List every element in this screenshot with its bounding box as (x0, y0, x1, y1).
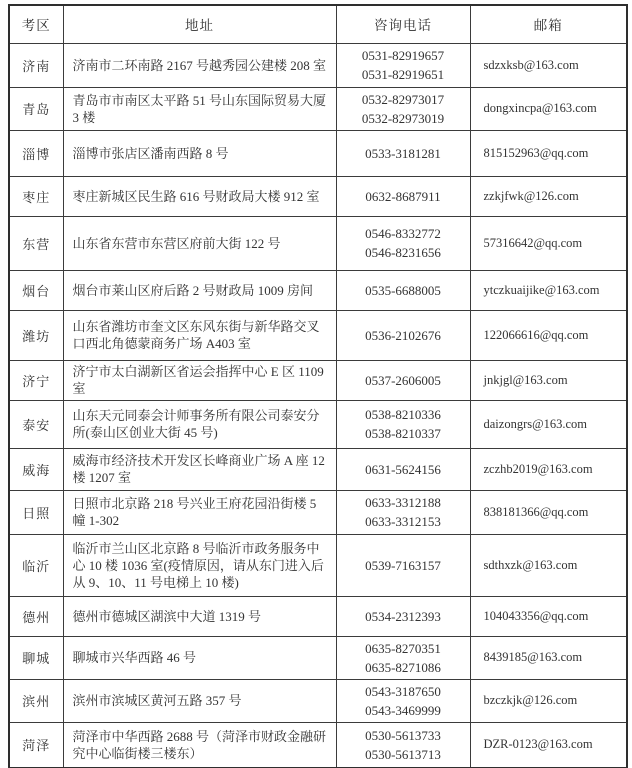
table-row (9, 596, 627, 636)
address-cell: 德州市德城区湖滨中大道 1319 号 (63, 596, 336, 636)
phone-number: 0535-6688005 (365, 282, 441, 298)
email-address: zczhb2019@163.com (470, 448, 627, 490)
table-row (9, 400, 627, 448)
phone-number: 0633-3312153 (365, 514, 441, 529)
region-cell: 枣庄 (9, 176, 63, 216)
table-row (9, 130, 627, 176)
region-cell: 淄博 (9, 130, 63, 176)
region-cell: 菏泽 (9, 722, 63, 768)
email-address: 104043356@qq.com (470, 596, 627, 636)
email-address: ytczkuaijike@163.com (470, 270, 627, 310)
phone-cell (336, 722, 470, 768)
email-address: jnkjgl@163.com (470, 360, 627, 400)
phone-number: 0531-82919657 (361, 48, 445, 63)
table-row (9, 448, 627, 490)
table-row (9, 176, 627, 216)
phone-number: 0538-8210337 (365, 426, 441, 441)
table-row (9, 216, 627, 270)
header-region: 考区 (9, 5, 63, 43)
phone-number: 0546-8332772 (365, 226, 441, 241)
phone-cell (336, 87, 470, 130)
table-row (9, 534, 627, 596)
phone-number: 0635-8270351 (365, 640, 441, 656)
email-address: dongxincpa@163.com (470, 87, 627, 130)
region-cell: 潍坊 (9, 310, 63, 360)
email-address: 838181366@qq.com (470, 490, 627, 534)
email-address: zzkjfwk@126.com (470, 176, 627, 216)
region-cell: 东营 (9, 216, 63, 270)
phone-cell (336, 360, 470, 400)
region-cell: 滨州 (9, 679, 63, 722)
phone-number: 0537-2606005 (365, 372, 441, 388)
phone-number: 0532-82973017 (361, 91, 445, 107)
phone-number: 0532-82973019 (361, 110, 445, 126)
address-cell: 枣庄新城区民生路 616 号财政局大楼 912 室 (63, 176, 336, 216)
table-row (9, 270, 627, 310)
address-cell: 济南市二环南路 2167 号越秀园公建楼 208 室 (63, 43, 336, 87)
phone-cell (336, 636, 470, 679)
address-cell: 烟台市莱山区府后路 2 号财政局 1009 房间 (63, 270, 336, 310)
phone-number: 0530-5613733 (365, 727, 441, 743)
table-row (9, 360, 627, 400)
email-address: sdzxksb@163.com (470, 43, 627, 87)
email-address: 8439185@163.com (470, 636, 627, 679)
address-cell: 山东省东营市东营区府前大街 122 号 (63, 216, 336, 270)
table-row (9, 722, 627, 768)
address-cell: 济宁市太白湖新区省运会指挥中心 E 区 1109 室 (63, 360, 336, 400)
email-address: sdthxzk@163.com (470, 534, 627, 596)
address-cell: 聊城市兴华西路 46 号 (63, 636, 336, 679)
phone-number: 0531-82919651 (361, 67, 445, 82)
table-row (9, 43, 627, 87)
phone-number: 0543-3469999 (365, 702, 441, 718)
phone-number: 0536-2102676 (365, 327, 441, 343)
phone-cell (336, 176, 470, 216)
phone-number: 0534-2312393 (365, 608, 441, 624)
header-address: 地址 (63, 5, 336, 43)
email-address: daizongrs@163.com (470, 400, 627, 448)
phone-number: 0546-8231656 (365, 245, 441, 260)
address-cell: 青岛市市南区太平路 51 号山东国际贸易大厦 3 楼 (63, 87, 336, 130)
email-address: 122066616@qq.com (470, 310, 627, 360)
region-cell: 烟台 (9, 270, 63, 310)
address-cell: 滨州市滨城区黄河五路 357 号 (63, 679, 336, 722)
header-phone: 咨询电话 (336, 5, 470, 43)
region-cell: 日照 (9, 490, 63, 534)
phone-cell (336, 43, 470, 87)
table-row (9, 490, 627, 534)
exam-region-contact-table (8, 4, 628, 768)
phone-number: 0543-3187650 (365, 683, 441, 699)
phone-number: 0530-5613713 (365, 746, 441, 762)
region-cell: 泰安 (9, 400, 63, 448)
phone-number: 0538-8210336 (365, 407, 441, 422)
phone-number: 0533-3181281 (365, 145, 441, 161)
email-address: bzczkjk@126.com (470, 679, 627, 722)
phone-cell (336, 216, 470, 270)
table-row (9, 87, 627, 130)
table-row (9, 310, 627, 360)
header-row (9, 5, 627, 43)
region-cell: 青岛 (9, 87, 63, 130)
phone-cell (336, 400, 470, 448)
phone-cell (336, 448, 470, 490)
region-cell: 聊城 (9, 636, 63, 679)
phone-cell (336, 534, 470, 596)
email-address: 57316642@qq.com (470, 216, 627, 270)
phone-number: 0632-8687911 (365, 188, 441, 204)
address-cell: 淄博市张店区潘南西路 8 号 (63, 130, 336, 176)
region-cell: 济南 (9, 43, 63, 87)
address-cell: 菏泽市中华西路 2688 号（菏泽市财政金融研究中心临街楼三楼东） (63, 722, 336, 768)
region-cell: 德州 (9, 596, 63, 636)
phone-number: 0635-8271086 (365, 659, 441, 675)
table-row (9, 636, 627, 679)
region-cell: 济宁 (9, 360, 63, 400)
table-row (9, 679, 627, 722)
region-cell: 威海 (9, 448, 63, 490)
phone-number: 0539-7163157 (365, 557, 441, 573)
address-cell: 威海市经济技术开发区长峰商业广场 A 座 12 楼 1207 室 (63, 448, 336, 490)
phone-number: 0631-5624156 (365, 461, 441, 477)
phone-number: 0633-3312188 (365, 495, 441, 510)
header-email: 邮箱 (470, 5, 627, 43)
region-cell: 临沂 (9, 534, 63, 596)
phone-cell (336, 596, 470, 636)
address-cell: 临沂市兰山区北京路 8 号临沂市政务服务中心 10 楼 1036 室(疫情原因，请从东门进入后从 9、10、11 号电梯上 10 楼) (63, 534, 336, 596)
address-cell: 日照市北京路 218 号兴业王府花园沿街楼 5 幢 1-302 (63, 490, 336, 534)
phone-cell (336, 679, 470, 722)
phone-cell (336, 310, 470, 360)
email-address: DZR-0123@163.com (470, 722, 627, 768)
email-address: 815152963@qq.com (470, 130, 627, 176)
address-cell: 山东天元同泰会计师事务所有限公司泰安分所(泰山区创业大街 45 号) (63, 400, 336, 448)
phone-cell (336, 270, 470, 310)
phone-cell (336, 490, 470, 534)
phone-cell (336, 130, 470, 176)
address-cell: 山东省潍坊市奎文区东风东街与新华路交叉口西北角德蒙商务广场 A403 室 (63, 310, 336, 360)
